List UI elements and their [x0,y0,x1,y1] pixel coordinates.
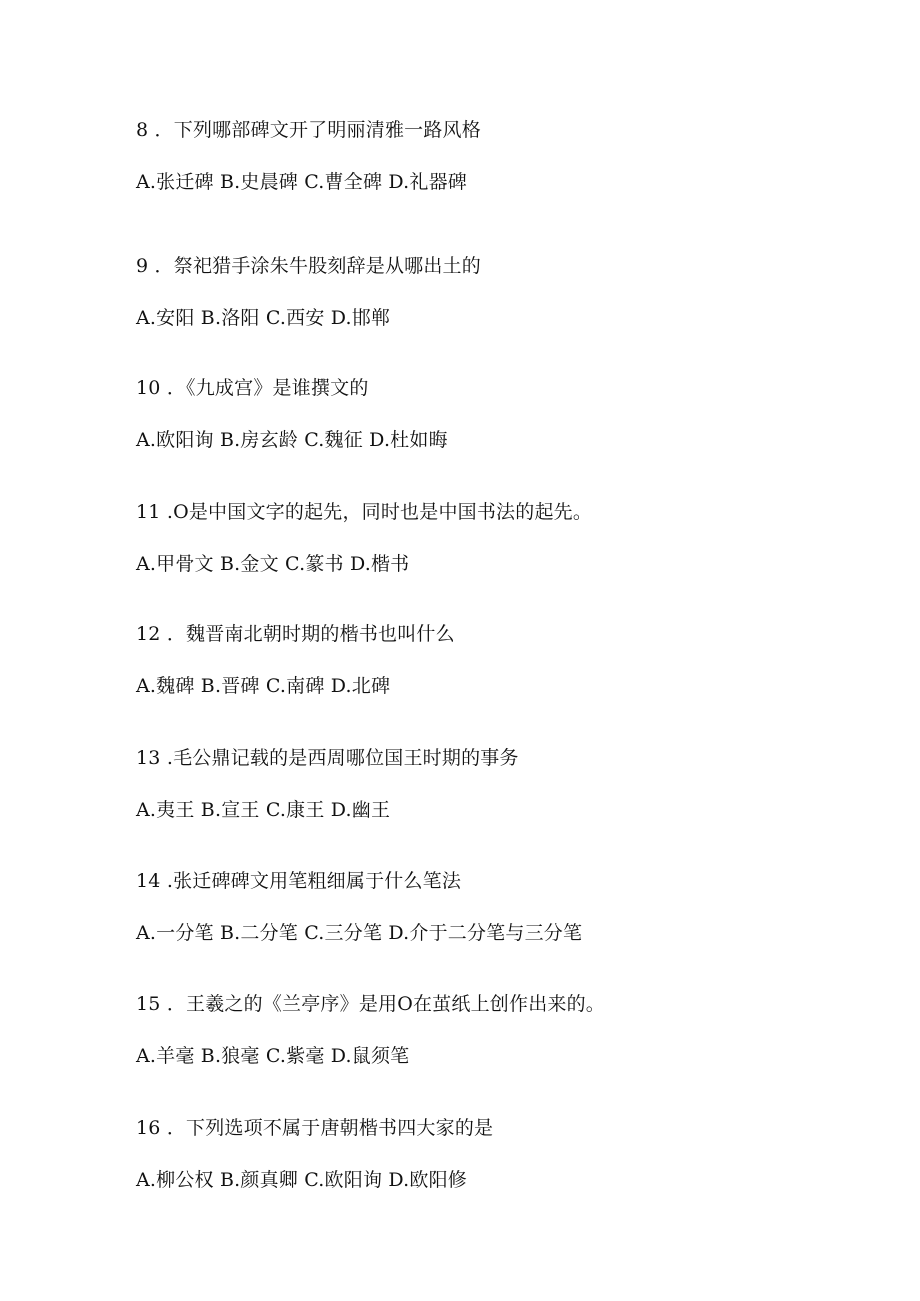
question-text: 王羲之的《兰亭序》是用O在茧纸上创作出来的。 [186,993,606,1015]
question-text: 下列哪部碑文开了明丽清雅一路风格 [173,119,481,141]
question-options: A.羊毫 B.狼毫 C.紫毫 D.鼠须笔 [136,1045,410,1067]
question-number: 9 [136,255,149,277]
question-stem [136,1116,493,1140]
question-text: 祭祀猎手涂朱牛股刻辞是从哪出土的 [173,255,481,277]
question-separator: ． [166,377,187,399]
question-stem [136,992,605,1016]
question-options: A.张迁碑 B.史晨碑 C.曹全碑 D.礼器碑 [136,171,467,193]
question-number: 8 [136,119,149,141]
question-options: A.甲骨文 B.金文 C.篆书 D.楷书 [136,553,410,575]
question-number: 15 [136,993,161,1015]
question-separator: ． [166,623,187,645]
question-options: A.安阳 B.洛阳 C.西安 D.邯郸 [136,307,391,329]
question-separator: ． [154,119,174,141]
question-text: 魏晋南北朝时期的楷书也叫什么 [186,623,455,645]
question-text: 下列选项不属于唐朝楷书四大家的是 [186,1117,494,1139]
question-options: A.一分笔 B.二分笔 C.三分笔 D.介于二分笔与三分笔 [136,922,583,944]
question-number: 16 [136,1117,161,1139]
question-number: 11 [136,501,161,523]
question-options: A.夷王 B.宣王 C.康王 D.幽王 [136,799,391,821]
question-stem [136,500,592,524]
question-stem [136,254,481,278]
question-stem [136,376,369,400]
question-separator: . [166,870,174,892]
question-options: A.欧阳询 B.房玄龄 C.魏征 D.杜如晦 [136,429,448,451]
question-separator: . [166,747,174,769]
question-options: A.魏碑 B.晋碑 C.南碑 D.北碑 [136,675,391,697]
question-options: A.柳公权 B.颜真卿 C.欧阳询 D.欧阳修 [136,1169,467,1191]
question-text: 毛公鼎记载的是西周哪位国王时期的事务 [173,747,519,769]
question-text: 《九成宫》是谁撰文的 [186,377,369,399]
question-text: 张迁碑碑文用笔粗细属于什么笔法 [173,870,462,892]
question-stem [136,746,519,770]
question-stem [136,118,481,142]
question-separator: ． [154,255,174,277]
question-stem [136,869,461,893]
question-stem [136,622,455,646]
question-number: 10 [136,377,161,399]
question-number: 14 [136,870,161,892]
question-separator: ． [166,1117,187,1139]
question-separator: . [166,501,174,523]
question-separator: ． [166,993,187,1015]
question-number: 13 [136,747,161,769]
question-number: 12 [136,623,161,645]
question-text: O是中国文字的起先，同时也是中国书法的起先。 [173,501,593,523]
